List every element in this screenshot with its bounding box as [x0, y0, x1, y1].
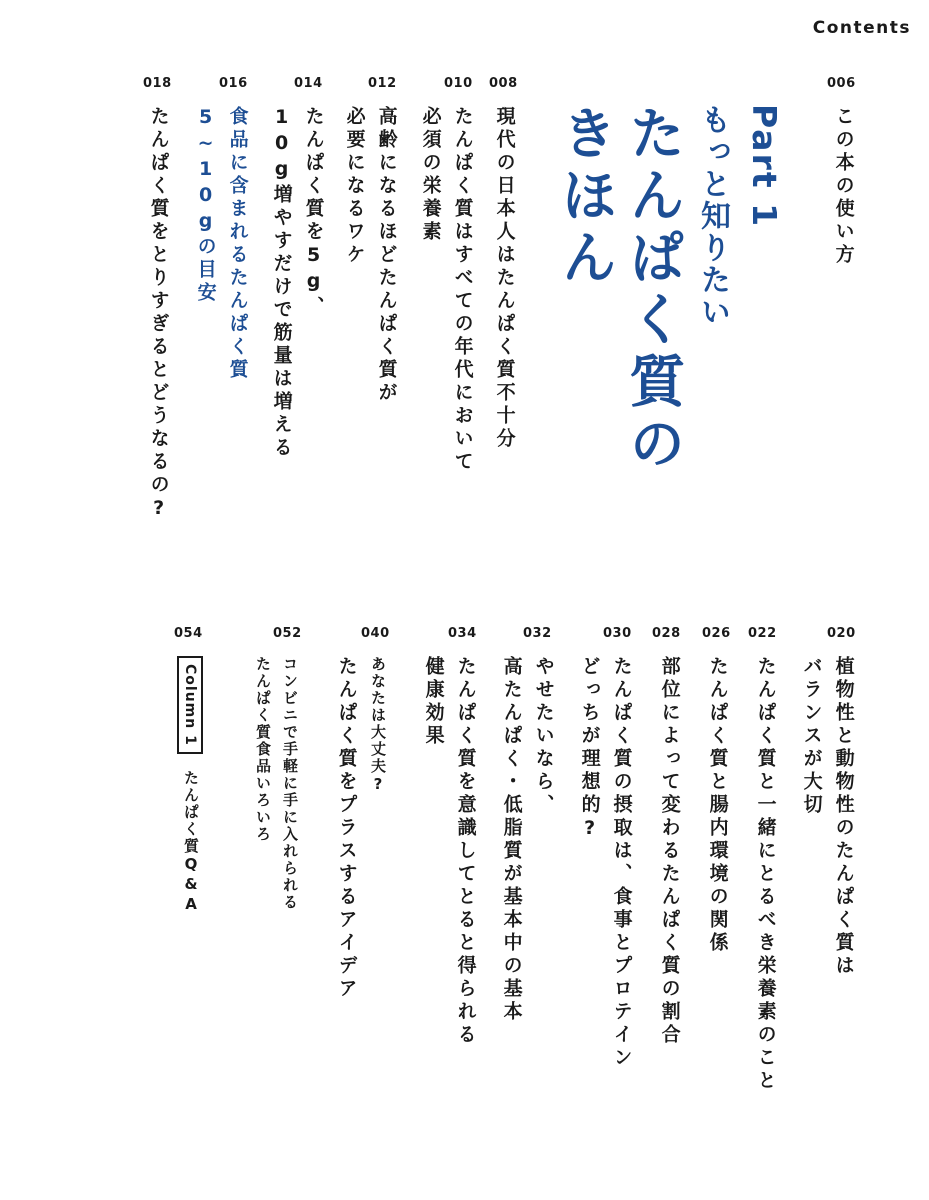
part-subtitle: もっと知りたい — [695, 104, 730, 328]
page-number: 010 — [444, 76, 473, 91]
page-number: 022 — [748, 626, 777, 641]
entry-title-line-1: たんぱく質を意識してとると得られる — [454, 656, 477, 1047]
entry-title: たんぱく質と腸内環境の関係 — [706, 656, 729, 955]
entry-title-line-2: 必要になるワケ — [343, 106, 366, 267]
page-number: 012 — [368, 76, 397, 91]
entry-title: この本の使い方 — [832, 106, 855, 267]
entry-subtitle: あなたは大丈夫? — [369, 656, 387, 795]
entry-title: 現代の日本人はたんぱく質不十分 — [493, 106, 516, 451]
entry-title-line-2: 健康効果 — [422, 656, 445, 748]
entry-title-line-1: 食品に含まれるたんぱく質 — [226, 106, 249, 382]
column-title: たんぱく質Q&A — [182, 770, 200, 915]
page-number: 014 — [294, 76, 323, 91]
page-number: 054 — [174, 626, 203, 641]
entry-title-line-1: たんぱく質の摂取は、食事とプロテイン — [610, 656, 633, 1070]
part-title-line-1: たんぱく質の — [620, 104, 686, 476]
entry-title-line-2: 5~10gの目安 — [194, 106, 217, 305]
page-number: 016 — [219, 76, 248, 91]
entry-title: たんぱく質をプラスするアイデア — [335, 656, 358, 1001]
entry-title-line-2: 10g増やすだけで筋量は増える — [270, 106, 293, 460]
entry-title-line-2: 高たんぱく・低脂質が基本中の基本 — [500, 656, 523, 1024]
part-title-line-2: きほん — [552, 104, 618, 290]
page-number: 034 — [448, 626, 477, 641]
entry-title-line-1: やせたいなら、 — [532, 656, 555, 817]
page-number: 028 — [652, 626, 681, 641]
page-number: 040 — [361, 626, 390, 641]
part-label: Part 1 — [745, 104, 784, 229]
page-number: 030 — [603, 626, 632, 641]
column-label-box: Column 1 — [177, 656, 203, 754]
page-number: 018 — [143, 76, 172, 91]
page-number: 020 — [827, 626, 856, 641]
entry-title: たんぱく質をとりすぎるとどうなるの? — [147, 106, 170, 523]
entry-title-line-2: どっちが理想的? — [578, 656, 601, 843]
entry-title-line-1: たんぱく質はすべての年代において — [451, 106, 474, 474]
entry-title: 部位によって変わるたんぱく質の割合 — [658, 656, 681, 1047]
entry-title-line-2: たんぱく質食品いろいろ — [254, 656, 272, 843]
page-number: 006 — [827, 76, 856, 91]
entry-title-line-1: 植物性と動物性のたんぱく質は — [832, 656, 855, 978]
entry-title: たんぱく質と一緒にとるべき栄養素のこと — [754, 656, 777, 1093]
entry-title-line-1: たんぱく質を5g、 — [302, 106, 325, 319]
entry-title-line-2: バランスが大切 — [800, 656, 823, 817]
entry-title-line-1: 高齢になるほどたんぱく質が — [375, 106, 398, 405]
contents-heading: Contents — [812, 18, 911, 38]
page-number: 032 — [523, 626, 552, 641]
page-number: 026 — [702, 626, 731, 641]
page-number: 052 — [273, 626, 302, 641]
entry-title-line-1: コンビニで手軽に手に入れられる — [281, 656, 299, 911]
page-number: 008 — [489, 76, 518, 91]
entry-title-line-2: 必須の栄養素 — [419, 106, 442, 244]
